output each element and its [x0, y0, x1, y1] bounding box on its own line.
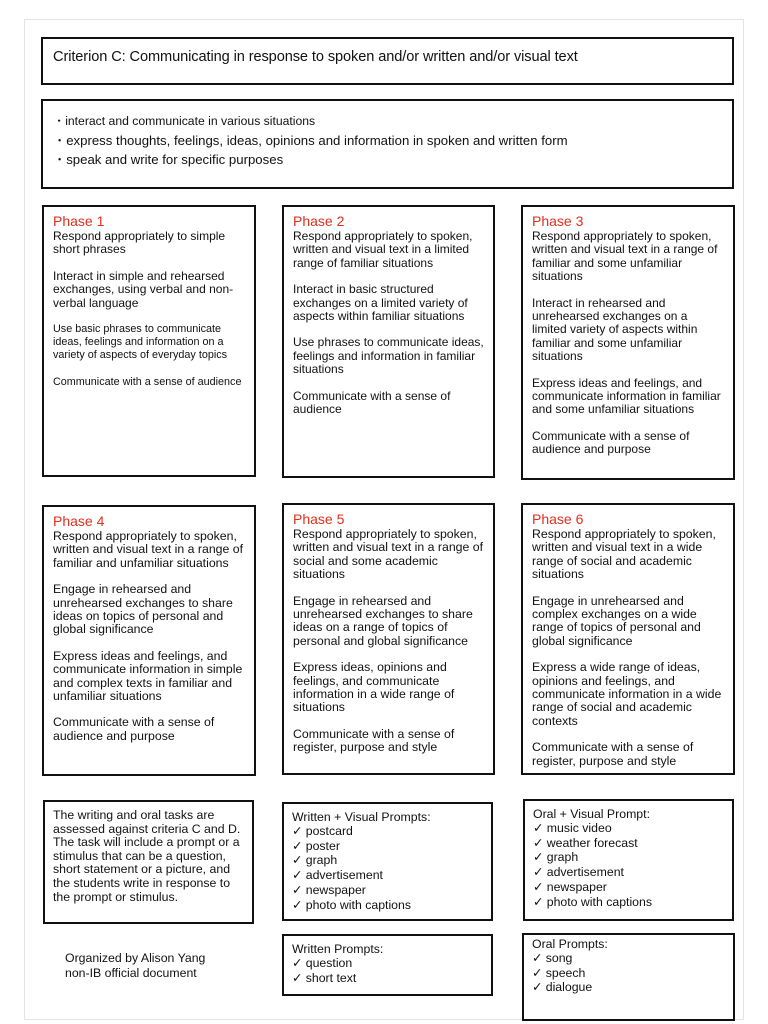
prompt-item: ✓ graph	[292, 853, 483, 868]
phase-descriptor: Respond appropriately to spoken, written and visual text in a range of familiar and some unfamiliar situations	[532, 229, 718, 284]
assessment-note: The writing and oral tasks are assessed against criteria C and D. The task will include a prompt or a stimulus that can be a question, short statement or a picture, and the students write in response to the prompt or stimulus.	[53, 808, 241, 904]
phase-descriptor: Engage in unrehearsed and complex exchanges on a wide range of topics of personal and global significance	[532, 593, 701, 648]
phase-descriptor: Express ideas, opinions and feelings, and communicate information in a wide range of situations	[293, 660, 455, 715]
oral-prompts-box	[522, 933, 735, 1021]
phase-title: Phase 2	[293, 213, 345, 229]
phase-title: Phase 3	[532, 213, 584, 229]
prompt-list	[292, 824, 483, 912]
phase-descriptor: Express a wide range of ideas, opinions and feelings, and communicate information in a wide range of social and academic contexts	[532, 660, 722, 728]
credit-disclaimer: non-IB official document	[65, 965, 197, 980]
written-prompts-box	[282, 934, 493, 996]
oral-visual-prompts-box	[523, 799, 734, 921]
prompt-list	[533, 821, 724, 909]
phase-descriptor: Communicate with a sense of register, purpose and style	[293, 726, 455, 755]
objective-item: ・ speak and write for specific purposes	[53, 150, 568, 169]
phase-descriptor: Use phrases to communicate ideas, feelings and information in familiar situations	[293, 335, 484, 377]
prompt-item: ✓ graph	[533, 850, 724, 865]
prompt-list	[292, 956, 483, 985]
phase-descriptor: Interact in basic structured exchanges on a limited variety of aspects within familiar situations	[293, 282, 468, 324]
phase-descriptor: Interact in rehearsed and unrehearsed exchanges on a limited variety of aspects within familiar and some unfamiliar situations	[532, 295, 698, 364]
criterion-title-box	[41, 37, 734, 85]
prompt-item: ✓ question	[292, 956, 483, 971]
phase-descriptor: Respond appropriately to spoken, written and visual text in a limited range of familiar situations	[293, 229, 473, 270]
phase-descriptor: Express ideas and feelings, and communicate information in familiar and some unfamiliar situations	[532, 375, 721, 417]
objectives-list	[53, 112, 568, 169]
phase-descriptor: Respond appropriately to simple short phrases	[53, 229, 226, 257]
phase-descriptor: Respond appropriately to spoken, written and visual text in a range of familiar and unfamiliar situations	[53, 529, 244, 570]
prompt-item: ✓ speech	[532, 966, 725, 981]
phase-descriptor: Interact in simple and rehearsed exchanges, using verbal and non-verbal language	[53, 268, 234, 310]
prompt-title: Written Prompts:	[292, 942, 384, 956]
prompt-item: ✓ photo with captions	[292, 898, 483, 913]
phase-1-box	[42, 205, 256, 477]
phase-descriptor: Use basic phrases to communicate ideas, feelings and information on a variety of aspects of everyday topics	[53, 323, 228, 362]
prompt-list	[532, 951, 725, 995]
phase-4-box	[42, 505, 256, 776]
prompt-item: ✓ photo with captions	[533, 895, 724, 910]
phase-descriptor: Communicate with a sense of audience and purpose	[532, 428, 690, 457]
objectives-box	[41, 99, 734, 189]
phase-descriptor: Respond appropriately to spoken, written and visual text in a wide range of social and academic situations	[532, 527, 716, 582]
prompt-item: ✓ dialogue	[532, 980, 725, 995]
phase-descriptor: Communicate with a sense of audience	[293, 388, 451, 417]
phase-descriptor: Communicate with a sense of register, purpose and style	[532, 740, 694, 768]
prompt-item: ✓ newspaper	[292, 883, 483, 898]
phase-6-box	[521, 503, 735, 775]
prompt-title: Oral Prompts:	[532, 937, 608, 951]
assessment-note-box	[43, 800, 254, 924]
credit	[65, 951, 205, 980]
phase-title: Phase 4	[53, 513, 105, 529]
prompt-title: Written + Visual Prompts:	[292, 810, 431, 824]
objective-item: ・ express thoughts, feelings, ideas, opinions and information in spoken and written form	[53, 131, 568, 150]
prompt-item: ✓ postcard	[292, 824, 483, 839]
credit-author: Organized by Alison Yang	[65, 951, 206, 965]
phase-title: Phase 1	[53, 213, 105, 229]
phase-2-box	[282, 205, 495, 478]
objective-item: ・ interact and communicate in various situations	[53, 112, 568, 131]
page-title: Criterion C: Communicating in response to spoken and/or written and/or visual text	[53, 49, 578, 65]
phase-descriptor: Communicate with a sense of audience and purpose	[53, 715, 215, 743]
prompt-item: ✓ advertisement	[533, 865, 724, 880]
prompt-item: ✓ music video	[533, 821, 724, 836]
phase-descriptor: Respond appropriately to spoken, written and visual text in a range of social and some academic situations	[293, 527, 484, 582]
phase-descriptor: Communicate with a sense of audience	[53, 375, 242, 388]
phase-descriptor: Express ideas and feelings, and communicate information in simple and complex texts in familiar and unfamiliar situations	[53, 648, 243, 704]
prompt-item: ✓ song	[532, 951, 725, 966]
phase-descriptor: Engage in rehearsed and unrehearsed exchanges to share ideas on a range of topics of personal and global significance	[293, 593, 473, 648]
phase-descriptor: Engage in rehearsed and unrehearsed exchanges to share ideas on topics of personal and global significance	[53, 582, 233, 637]
prompt-item: ✓ newspaper	[533, 880, 724, 895]
phase-3-box	[521, 205, 735, 480]
prompt-item: ✓ short text	[292, 971, 483, 986]
prompt-item: ✓ advertisement	[292, 868, 483, 883]
written-visual-prompts-box	[282, 802, 493, 921]
phase-title: Phase 6	[532, 511, 584, 527]
phase-5-box	[282, 503, 495, 775]
prompt-item: ✓ poster	[292, 839, 483, 854]
phase-title: Phase 5	[293, 511, 345, 527]
prompt-title: Oral + Visual Prompt:	[533, 807, 650, 821]
prompt-item: ✓ weather forecast	[533, 836, 724, 851]
